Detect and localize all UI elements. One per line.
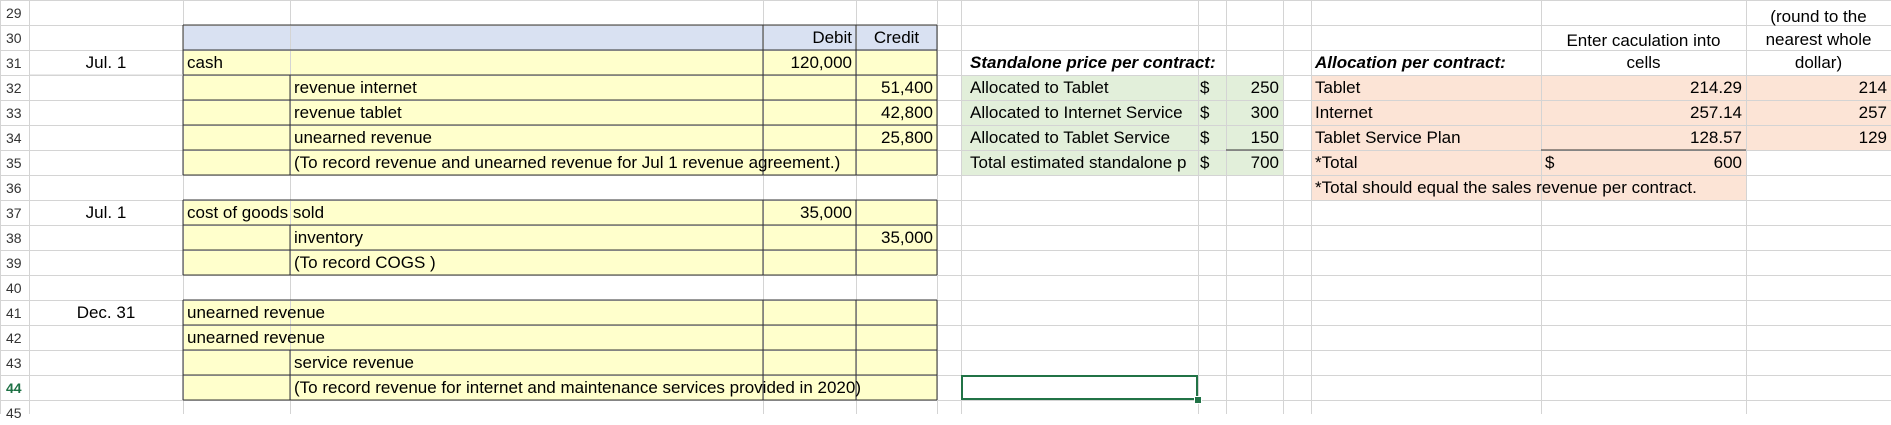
standalone-currency-3[interactable]: $ [1200,127,1210,147]
allocation-total-currency[interactable]: $ [1545,152,1555,172]
allocation-label-service[interactable]: Tablet Service Plan [1315,127,1461,147]
entry1-credit-account-2[interactable]: revenue tablet [294,102,402,122]
entry3-line1[interactable]: unearned revenue [187,302,326,322]
fill-handle[interactable] [1194,396,1202,404]
row-header-38[interactable]: 38 [6,229,22,246]
standalone-value-total[interactable]: 700 [1250,152,1279,172]
row-header-35[interactable]: 35 [6,154,22,171]
allocation-rounded-tablet[interactable]: 214 [1858,77,1887,97]
entry1-date[interactable]: Jul. 1 [85,52,127,72]
calc-header-line1[interactable]: Enter caculation into [1566,31,1721,50]
allocation-title[interactable]: Allocation per contract: [1315,52,1506,72]
standalone-label-2[interactable]: Allocated to Internet Service [970,102,1183,122]
allocation-total-label[interactable]: *Total [1315,152,1358,172]
row-header-37[interactable]: 37 [6,204,22,221]
standalone-currency-2[interactable]: $ [1200,102,1210,122]
entry2-debit-account[interactable]: cost of goods sold [187,202,325,222]
allocation-calc-service[interactable]: 128.57 [1690,127,1742,147]
entry1-credit-account-3[interactable]: unearned revenue [294,127,433,147]
calc-header-line2[interactable]: cells [1626,53,1661,72]
entry1-debit-account[interactable]: cash [187,52,223,72]
entry1-credit-account-1[interactable]: revenue internet [294,77,417,97]
round-header-line1[interactable]: (round to the [1770,7,1867,26]
row-header-39[interactable]: 39 [6,254,22,271]
entry2-credit-account[interactable]: inventory [294,227,363,247]
round-header-line3[interactable]: dollar) [1794,53,1843,72]
row-header-32[interactable]: 32 [6,79,22,96]
row-header-44[interactable]: 44 [6,379,22,396]
allocation-calc-internet[interactable]: 257.14 [1690,102,1742,122]
selected-cell[interactable] [961,375,1198,400]
entry3-line2[interactable]: unearned revenue [187,327,326,347]
allocation-label-internet[interactable]: Internet [1315,102,1373,122]
row-header-40[interactable]: 40 [6,279,22,296]
row-header-33[interactable]: 33 [6,104,22,121]
row-header-34[interactable]: 34 [6,129,22,146]
row-header-36[interactable]: 36 [6,179,22,196]
standalone-label-total[interactable]: Total estimated standalone p [970,152,1187,172]
row-header-29[interactable]: 29 [6,4,22,21]
row-header-43[interactable]: 43 [6,354,22,371]
standalone-label-3[interactable]: Allocated to Tablet Service [970,127,1171,147]
allocation-rounded-internet[interactable]: 257 [1858,102,1887,122]
entry1-memo[interactable]: (To record revenue and unearned revenue for Jul 1 revenue agreement.) [294,152,841,172]
standalone-currency-total[interactable]: $ [1200,152,1210,172]
entry2-credit-amount[interactable]: 35,000 [881,227,933,247]
entry1-credit-amount-2[interactable]: 42,800 [881,102,933,122]
allocation-total-value[interactable]: 600 [1713,152,1742,172]
allocation-calc-tablet[interactable]: 214.29 [1690,77,1742,97]
row-header-41[interactable]: 41 [6,304,22,321]
row-header-42[interactable]: 42 [6,329,22,346]
entry3-memo[interactable]: (To record revenue for internet and maintenance services provided in 2020) [294,377,861,397]
standalone-title[interactable]: Standalone price per contract: [970,52,1216,72]
allocation-note[interactable]: *Total should equal the sales revenue per contract. [1315,177,1697,197]
allocation-label-tablet[interactable]: Tablet [1315,77,1361,97]
entry1-credit-amount-1[interactable]: 51,400 [881,77,933,97]
entry2-date[interactable]: Jul. 1 [85,202,127,222]
round-header-line2[interactable]: nearest whole [1765,30,1872,49]
allocation-rounded-service[interactable]: 129 [1858,127,1887,147]
entry3-credit-account[interactable]: service revenue [294,352,415,372]
entry1-credit-amount-3[interactable]: 25,800 [881,127,933,147]
standalone-value-2[interactable]: 300 [1250,102,1279,122]
debit-header[interactable]: Debit [812,27,852,47]
row-header-30[interactable]: 30 [6,29,22,46]
credit-header[interactable]: Credit [873,27,920,47]
standalone-currency-1[interactable]: $ [1200,77,1210,97]
entry2-debit-amount[interactable]: 35,000 [800,202,852,222]
standalone-value-1[interactable]: 250 [1250,77,1279,97]
standalone-value-3[interactable]: 150 [1250,127,1279,147]
entry2-memo[interactable]: (To record COGS ) [294,252,436,272]
entry1-debit-amount[interactable]: 120,000 [790,52,852,72]
entry3-date[interactable]: Dec. 31 [76,302,136,322]
standalone-label-1[interactable]: Allocated to Tablet [970,77,1109,97]
row-header-45[interactable]: 45 [6,404,22,421]
row-header-31[interactable]: 31 [6,54,22,71]
